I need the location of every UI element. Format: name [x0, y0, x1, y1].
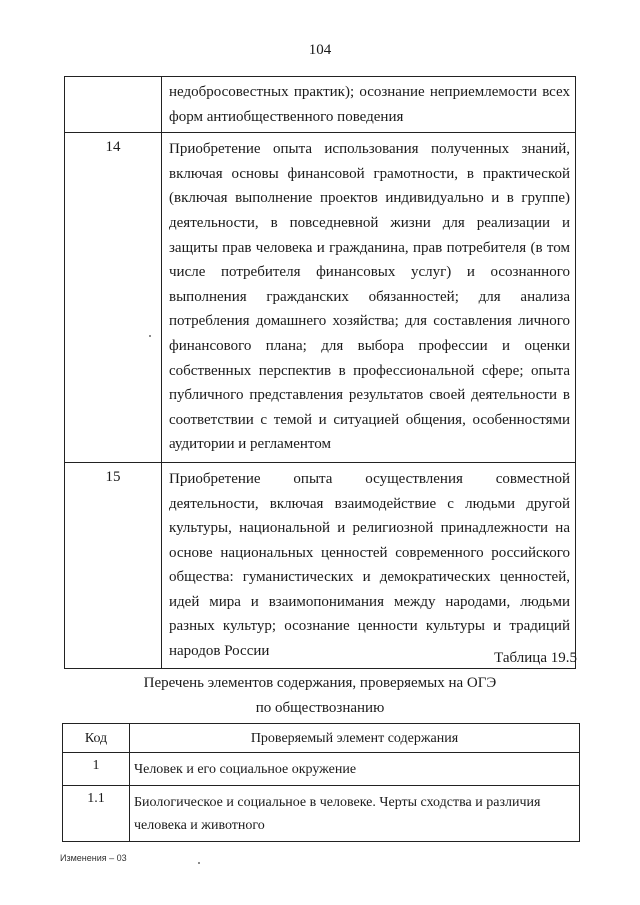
row-number: 14 — [65, 133, 162, 463]
row-element: Биологическое и социальное в человеке. Черты сходства и различия человека и животного — [130, 786, 580, 842]
row-code: 1.1 — [63, 786, 130, 842]
scan-speck — [198, 862, 200, 864]
table-header-row — [63, 724, 580, 753]
row-number — [65, 77, 162, 133]
row-number: 15 — [65, 462, 162, 668]
row-text: Приобретение опыта использования полученных знаний, включая основы финансовой грамотности, в практической (включая выполнение проектов индивидуально и в группе) деятельности, в повседневной жизни для реализации и защиты прав человека и гражданина, прав потребителя (в том числе потребителя финансовых услуг) и осознанного выполнения гражданских обязанностей; для анализа потребления домашнего хозяйства; для составления личного финансового плана; для выбора профессии и оценки собственных перспектив в профессиональной сфере; опыта публичного представления результатов своей деятельности в соответствии с темой и ситуацией общения, особенностями аудитории и регламентом — [162, 133, 576, 463]
table-row — [63, 753, 580, 786]
content-elements-table — [62, 723, 580, 842]
table-row — [63, 786, 580, 842]
header-element: Проверяемый элемент содержания — [130, 724, 580, 753]
table-subtitle: по обществознанию — [255, 700, 385, 716]
footer-note: Изменения – 03 — [60, 853, 127, 863]
row-text: недобросовестных практик); осознание неприемлемости всех форм антиобщественного поведения — [162, 77, 576, 133]
row-code: 1 — [63, 753, 130, 786]
row-element: Человек и его социальное окружение — [130, 753, 580, 786]
table-row — [65, 133, 576, 463]
table-caption: Таблица 19.5 — [494, 650, 577, 666]
header-code: Код — [63, 724, 130, 753]
row-text: Приобретение опыта осуществления совместной деятельности, включая взаимодействие с людьми другой культуры, национальной и религиозной принадлежности на основе национальных ценностей современного российского общества: гуманистических и демократических ценностей, идей мира и взаимопонимания между народами, людьми разных культур; осознание ценности культуры и традиций народов России — [162, 462, 576, 668]
page-number: 104 — [308, 42, 332, 58]
results-table — [64, 76, 576, 669]
table-row — [65, 462, 576, 668]
table-row — [65, 77, 576, 133]
scan-speck — [149, 335, 151, 337]
table-title: Перечень элементов содержания, проверяемых на ОГЭ — [143, 675, 497, 691]
